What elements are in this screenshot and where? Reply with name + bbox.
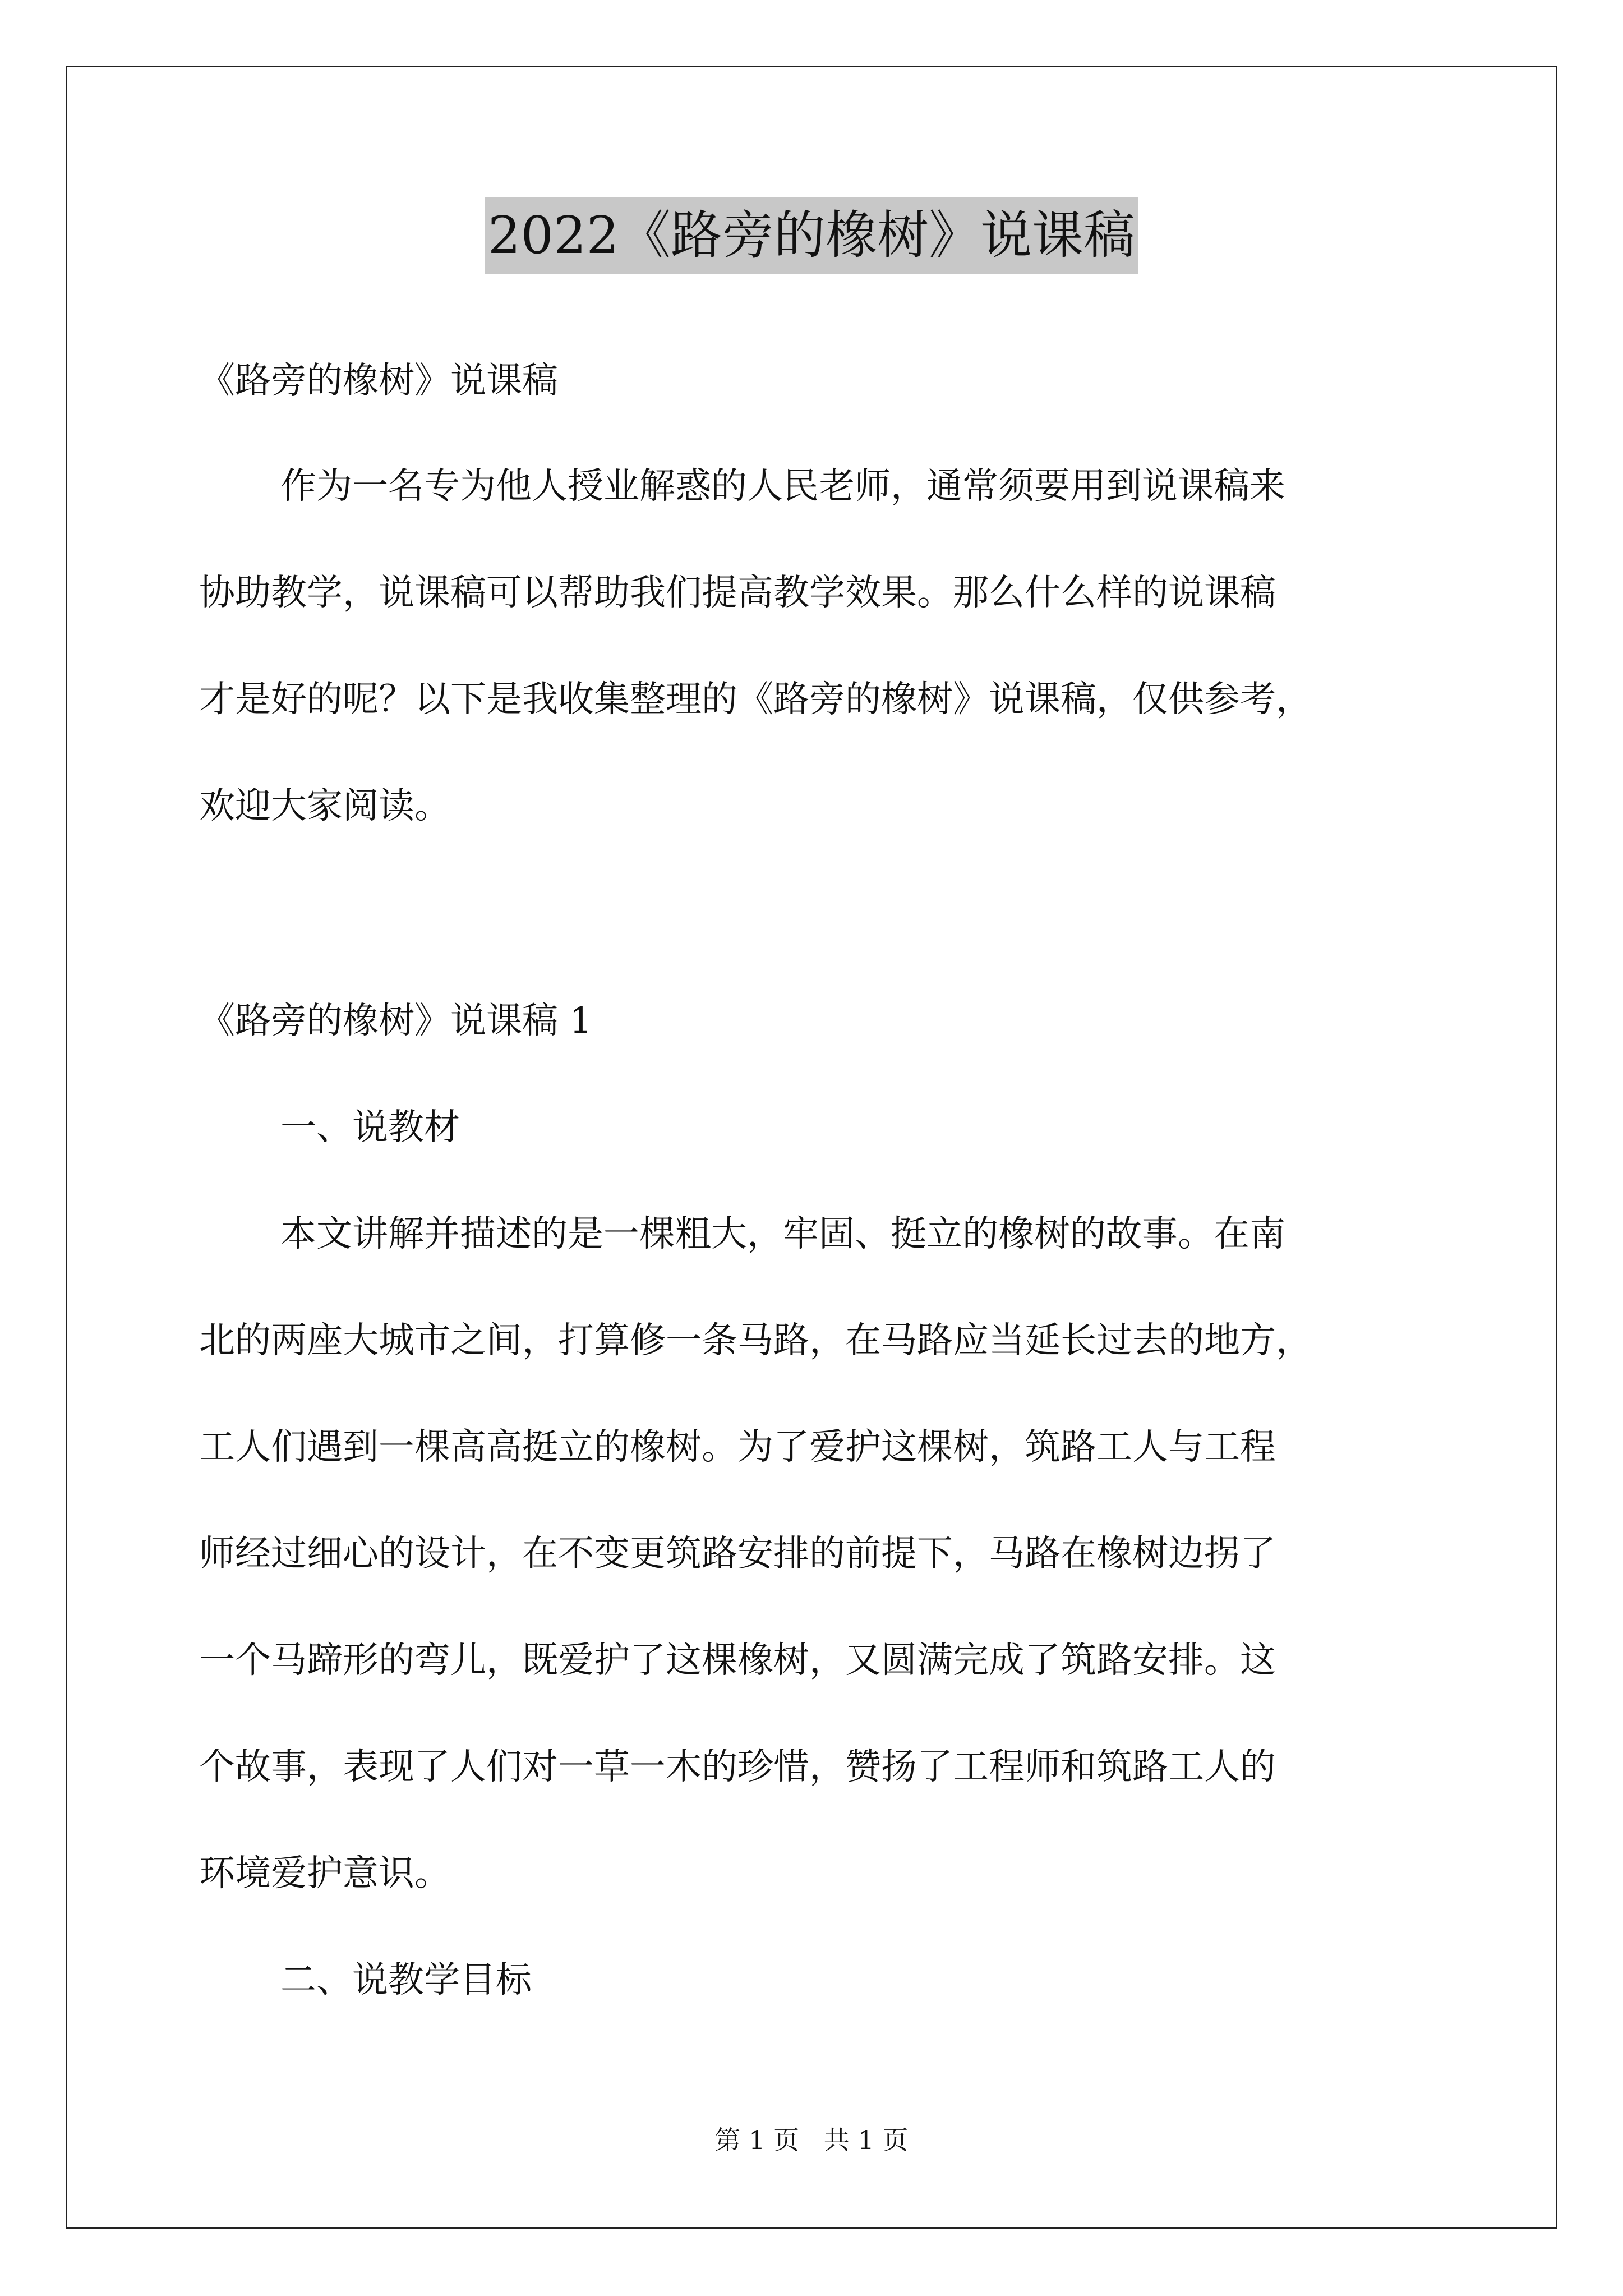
heading-2: 二、说教学目标 [280,1959,532,2001]
body-line-6: 个故事，表现了人们对一草一木的珍惜，赞扬了工程师和筑路工人的 [199,1746,1276,1788]
body-line-4: 师经过细心的设计，在不变更筑路安排的前提下，马路在橡树边拐了 [199,1533,1276,1575]
heading-1: 一、说教材 [280,1107,460,1148]
title-container [0,197,1623,274]
document-title: 2022《路旁的橡树》说课稿 [485,197,1138,274]
body-line-1: 本文讲解并描述的是一棵粗大，牢固、挺立的橡树的故事。在南 [280,1213,1285,1255]
intro-line-2: 协助教学，说课稿可以帮助我们提高教学效果。那么什么样的说课稿 [199,572,1276,614]
body-line-3: 工人们遇到一棵高高挺立的橡树。为了爱护这棵树，筑路工人与工程 [199,1427,1276,1468]
intro-line-4: 欢迎大家阅读。 [199,785,450,827]
page-footer: 第 1 页 共 1 页 [714,2125,909,2155]
body-line-7: 环境爱护意识。 [199,1853,450,1894]
section-title: 《路旁的橡树》说课稿 1 [199,1000,593,1042]
intro-line-3: 才是好的呢？以下是我收集整理的《路旁的橡树》说课稿，仅供参考， [199,679,1312,720]
body-line-5: 一个马蹄形的弯儿，既爱护了这棵橡树，又圆满完成了筑路安排。这 [199,1640,1276,1681]
intro-line-1: 作为一名专为他人授业解惑的人民老师，通常须要用到说课稿来 [280,466,1285,507]
subtitle: 《路旁的橡树》说课稿 [199,360,558,402]
body-line-2: 北的两座大城市之间，打算修一条马路，在马路应当延长过去的地方， [199,1320,1312,1361]
